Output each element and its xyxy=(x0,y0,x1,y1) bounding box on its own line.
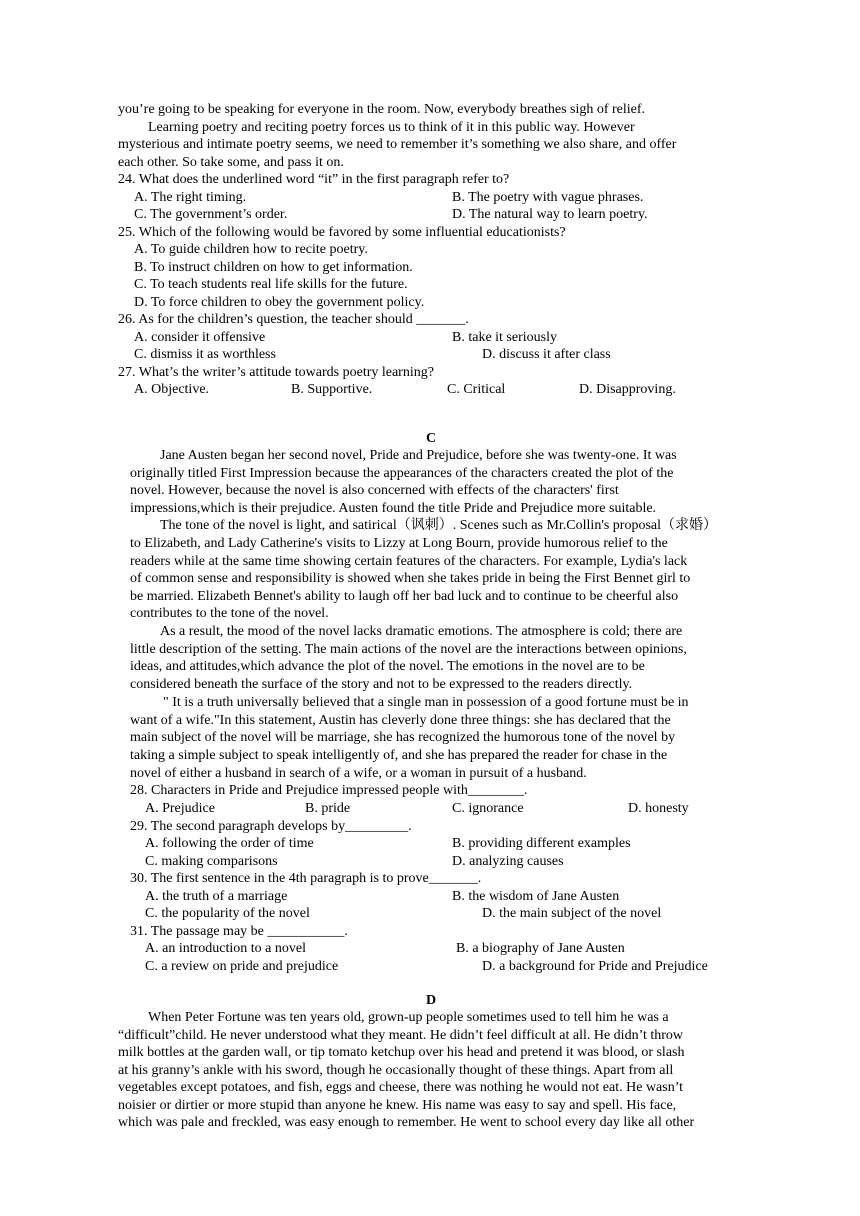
passage-c-line: be married. Elizabeth Bennet's ability to laugh off her bad luck and to continue to be cheerful also xyxy=(130,589,679,604)
answer-option: C. the popularity of the novel xyxy=(145,906,310,921)
passage-c-line: want of a wife."In this statement, Austin has cleverly done three things: she has declared that the xyxy=(130,713,671,728)
answer-option: C. dismiss it as worthless xyxy=(134,347,276,362)
passage-c-line: of common sense and responsibility is showed when she takes pride in being the First Bennet girl to xyxy=(130,571,691,586)
answer-option: D. The natural way to learn poetry. xyxy=(452,207,648,222)
answer-option: B. To instruct children on how to get information. xyxy=(134,260,413,275)
passage-d-line: vegetables except potatoes, and fish, eggs and cheese, there was nothing he would not eat. He wasn’t xyxy=(118,1080,684,1095)
question-stem: 29. The second paragraph develops by_________. xyxy=(130,819,412,834)
question-stem: 26. As for the children’s question, the teacher should _______. xyxy=(118,312,469,327)
passage-c-line: main subject of the novel will be marriage, she has recognized the humorous tone of the novel by xyxy=(130,730,676,745)
question-stem: 25. Which of the following would be favored by some influential educationists? xyxy=(118,225,566,240)
answer-option: A. Prejudice xyxy=(145,801,215,816)
answer-option: B. Supportive. xyxy=(291,382,373,397)
answer-option: A. To guide children how to recite poetry. xyxy=(134,242,368,257)
passage-b-line: Learning poetry and reciting poetry forces us to think of it in this public way. However xyxy=(148,120,635,135)
passage-c-line: readers while at the same time showing certain features of the characters. For example, Lydia's lack xyxy=(130,554,688,569)
section-heading-c: C xyxy=(426,431,437,446)
passage-c-line: Jane Austen began her second novel, Pride and Prejudice, before she was twenty-one. It was xyxy=(160,448,677,463)
answer-option: D. Disapproving. xyxy=(579,382,676,397)
answer-option: D. discuss it after class xyxy=(482,347,611,362)
answer-option: A. Objective. xyxy=(134,382,210,397)
passage-c-line: contributes to the tone of the novel. xyxy=(130,606,329,621)
answer-option: D. a background for Pride and Prejudice xyxy=(482,959,708,974)
passage-b-line: mysterious and intimate poetry seems, we need to remember it’s something we also share, and offer xyxy=(118,137,677,152)
section-heading-d: D xyxy=(426,993,437,1008)
question-stem: 27. What’s the writer’s attitude towards poetry learning? xyxy=(118,365,434,380)
passage-c-line: ideas, and attitudes,which advance the plot of the novel. The emotions in the novel are to be xyxy=(130,659,645,674)
question-stem: 30. The first sentence in the 4th paragraph is to prove_______. xyxy=(130,871,482,886)
passage-b-line: each other. So take some, and pass it on. xyxy=(118,155,344,170)
answer-option: B. the wisdom of Jane Austen xyxy=(452,889,620,904)
answer-option: B. providing different examples xyxy=(452,836,631,851)
answer-option: A. following the order of time xyxy=(145,836,314,851)
answer-option: A. the truth of a marriage xyxy=(145,889,288,904)
passage-c-line: novel of either a husband in search of a wife, or a woman in pursuit of a husband. xyxy=(130,766,587,781)
passage-d-line: “difficult”child. He never understood what they meant. He didn’t feel difficult at all. He didn’t throw xyxy=(118,1028,684,1043)
answer-option: C. a review on pride and prejudice xyxy=(145,959,339,974)
passage-c-line: As a result, the mood of the novel lacks dramatic emotions. The atmosphere is cold; there are xyxy=(160,624,683,639)
answer-option: D. analyzing causes xyxy=(452,854,564,869)
answer-option: A. consider it offensive xyxy=(134,330,266,345)
answer-option: A. an introduction to a novel xyxy=(145,941,306,956)
passage-d-line: noisier or dirtier or more stupid than anyone he knew. His name was easy to say and spell. His face, xyxy=(118,1098,677,1113)
passage-d-line: at his granny’s ankle with his sword, though he occasionally thought of these things. Apart from all xyxy=(118,1063,674,1078)
passage-d-line: milk bottles at the garden wall, or tip tomato ketchup over his head and pretend it was blood, or slash xyxy=(118,1045,685,1060)
passage-c-line: originally titled First Impression because the appearances of the characters created the plot of the xyxy=(130,466,674,481)
passage-c-line: The tone of the novel is light, and satirical（讽刺）. Scenes such as Mr.Collin's proposal（求婚） xyxy=(160,518,717,533)
answer-option: C. ignorance xyxy=(452,801,524,816)
answer-option: B. take it seriously xyxy=(452,330,557,345)
answer-option: D. the main subject of the novel xyxy=(482,906,662,921)
question-stem: 24. What does the underlined word “it” in the first paragraph refer to? xyxy=(118,172,510,187)
answer-option: B. pride xyxy=(305,801,351,816)
answer-option: B. The poetry with vague phrases. xyxy=(452,190,644,205)
passage-c-line: novel. However, because the novel is also concerned with effects of the characters' first xyxy=(130,483,619,498)
passage-d-line: When Peter Fortune was ten years old, grown-up people sometimes used to tell him he was a xyxy=(148,1010,669,1025)
answer-option: D. To force children to obey the government policy. xyxy=(134,295,425,310)
question-stem: 28. Characters in Pride and Prejudice impressed people with________. xyxy=(130,783,528,798)
answer-option: B. a biography of Jane Austen xyxy=(456,941,625,956)
answer-option: A. The right timing. xyxy=(134,190,247,205)
passage-c-line: to Elizabeth, and Lady Catherine's visits to Lizzy at Long Bourn, provide humorous relief to the xyxy=(130,536,668,551)
answer-option: C. The government’s order. xyxy=(134,207,288,222)
answer-option: C. making comparisons xyxy=(145,854,278,869)
answer-option: C. Critical xyxy=(447,382,506,397)
passage-b-line: you’re going to be speaking for everyone in the room. Now, everybody breathes sigh of relief. xyxy=(118,102,646,117)
question-stem: 31. The passage may be ___________. xyxy=(130,924,348,939)
passage-c-line: taking a simple subject to speak intelligently of, and she has prepared the reader for chase in the xyxy=(130,748,668,763)
answer-option: C. To teach students real life skills for the future. xyxy=(134,277,408,292)
passage-c-line: little description of the setting. The main actions of the novel are the interactions between opinions, xyxy=(130,642,687,657)
passage-d-line: which was pale and freckled, was easy enough to remember. He went to school every day like all other xyxy=(118,1115,695,1130)
passage-c-line: " It is a truth universally believed that a single man in possession of a good fortune must be in xyxy=(163,695,689,710)
passage-c-line: impressions,which is their prejudice. Austen found the title Pride and Prejudice more suitable. xyxy=(130,501,657,516)
answer-option: D. honesty xyxy=(628,801,689,816)
passage-c-line: considered beneath the surface of the story and not to be expressed to the readers directly. xyxy=(130,677,633,692)
